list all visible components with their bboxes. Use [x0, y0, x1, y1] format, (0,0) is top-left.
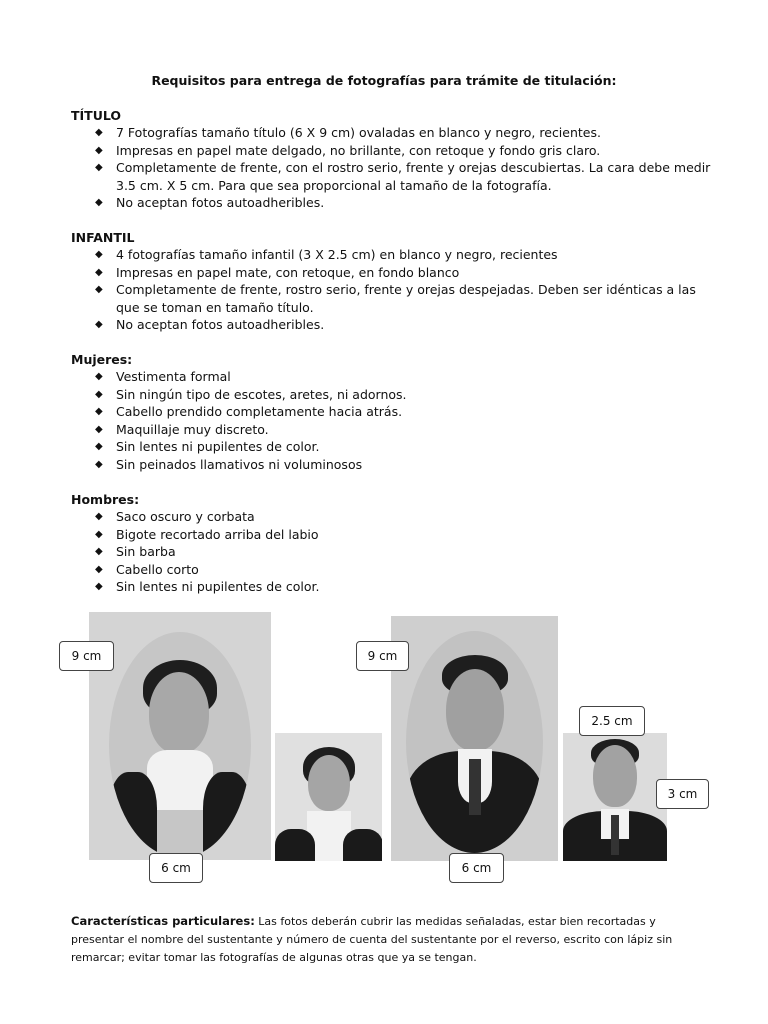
list-item: ◆ Sin lentes ni pupilentes de color.: [95, 439, 320, 455]
face: [593, 745, 637, 807]
face: [446, 669, 504, 751]
section-infantil: [71, 230, 711, 334]
diamond-bullet-icon: ◆: [95, 581, 103, 593]
tie: [469, 759, 481, 815]
suit-right: [343, 829, 382, 861]
diamond-bullet-icon: ◆: [95, 441, 103, 453]
section-titulo: [71, 108, 711, 212]
section-heading: Mujeres:: [71, 352, 133, 367]
page-title: Requisitos para entrega de fotografías para trámite de titulación:: [151, 73, 617, 88]
dimension-label-woman-width: 6 cm: [149, 853, 203, 883]
list-item: ◆ Impresas en papel mate, con retoque, en fondo blanco: [95, 264, 460, 280]
dimension-label-man-width: 6 cm: [449, 853, 504, 883]
diamond-bullet-icon: ◆: [95, 162, 103, 174]
requirements-list: [71, 368, 711, 474]
diamond-bullet-icon: ◆: [95, 319, 103, 331]
list-item: ◆ Completamente de frente, con el rostro serio, frente y orejas descubiertas. La cara debe medir 3.5 cm. X 5 cm. Para que sea proporcional al tamaño de la fotografía.: [95, 160, 711, 193]
list-item: ◆ Vestimenta formal: [95, 369, 231, 384]
diamond-bullet-icon: ◆: [95, 406, 103, 418]
diamond-bullet-icon: ◆: [95, 563, 103, 575]
suit-left: [275, 829, 315, 861]
photo-man-infantil: [563, 733, 667, 861]
list-item: ◆ Completamente de frente, rostro serio, frente y orejas despejadas. Deben ser idénticas a las que se toman en tamaño título.: [95, 282, 696, 315]
diamond-bullet-icon: ◆: [95, 284, 103, 296]
diamond-bullet-icon: ◆: [95, 266, 103, 278]
list-item: ◆ Maquillaje muy discreto.: [95, 421, 269, 437]
oval-frame: [109, 632, 251, 858]
list-item: ◆ Sin lentes ni pupilentes de color.: [95, 579, 320, 595]
diamond-bullet-icon: ◆: [95, 197, 103, 209]
photo-woman-titulo: [89, 612, 271, 860]
footer-label: Características particulares:: [71, 914, 255, 928]
list-item: ◆ No aceptan fotos autoadheribles.: [95, 195, 325, 211]
face: [149, 672, 209, 754]
requirements-list: [71, 246, 711, 334]
diamond-bullet-icon: ◆: [95, 546, 103, 558]
diamond-bullet-icon: ◆: [95, 371, 103, 382]
requirements-list: [71, 124, 711, 212]
list-item: ◆ Sin barba: [95, 544, 176, 560]
diamond-bullet-icon: ◆: [95, 423, 103, 435]
diamond-bullet-icon: ◆: [95, 511, 103, 522]
list-item: ◆ No aceptan fotos autoadheribles.: [95, 317, 325, 333]
section-heading: TÍTULO: [71, 108, 121, 123]
list-item: ◆ Cabello corto: [95, 561, 199, 577]
face: [308, 755, 350, 811]
section-heading: INFANTIL: [71, 230, 135, 245]
dimension-label-man-height: 9 cm: [356, 641, 409, 671]
list-item: ◆ 4 fotografías tamaño infantil (3 X 2.5 cm) en blanco y negro, recientes: [95, 247, 558, 262]
section-mujeres: [71, 352, 711, 474]
list-item: ◆ Sin peinados llamativos ni voluminosos: [95, 456, 363, 472]
diamond-bullet-icon: ◆: [95, 528, 103, 540]
list-item: ◆ Sin ningún tipo de escotes, aretes, ni adornos.: [95, 386, 407, 402]
requirements-list: [71, 508, 711, 596]
diamond-bullet-icon: ◆: [95, 458, 103, 470]
diamond-bullet-icon: ◆: [95, 388, 103, 400]
list-item: ◆ Cabello prendido completamente hacia atrás.: [95, 404, 403, 420]
tie: [611, 815, 619, 855]
list-item: ◆ Bigote recortado arriba del labio: [95, 526, 319, 542]
dimension-label-small-width: 2.5 cm: [579, 706, 645, 736]
diamond-bullet-icon: ◆: [95, 144, 103, 156]
suit-left: [109, 772, 157, 858]
list-item: ◆ Saco oscuro y corbata: [95, 509, 255, 524]
dimension-label-woman-height: 9 cm: [59, 641, 114, 671]
oval-frame: [406, 631, 543, 853]
diamond-bullet-icon: ◆: [95, 249, 103, 260]
footer-text: Las fotos deberán cubrir las medidas señaladas, estar bien recortadas y presentar el nombre del sustentante y número de cuenta del sustentante por el reverso, escrito con lápiz sin remarcar; evitar tomar las fotografías de algunas otras que ya se tengan.: [71, 915, 673, 964]
footer-note: [71, 912, 699, 967]
photo-woman-infantil: [275, 733, 382, 861]
list-item: ◆ 7 Fotografías tamaño título (6 X 9 cm) ovaladas en blanco y negro, recientes.: [95, 125, 601, 140]
suit-right: [203, 772, 251, 858]
section-heading: Hombres:: [71, 492, 140, 507]
diamond-bullet-icon: ◆: [95, 127, 103, 138]
section-hombres: [71, 492, 711, 596]
list-item: ◆ Impresas en papel mate delgado, no brillante, con retoque y fondo gris claro.: [95, 142, 601, 158]
dimension-label-small-height: 3 cm: [656, 779, 709, 809]
photo-man-titulo: [391, 616, 558, 861]
